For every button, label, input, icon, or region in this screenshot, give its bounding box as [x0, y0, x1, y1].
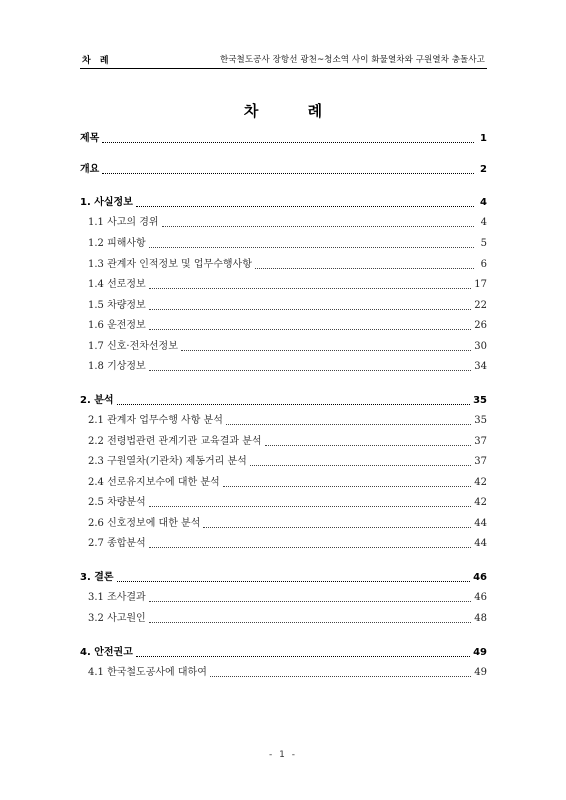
- toc-entry-page: 35: [473, 395, 487, 406]
- toc-entry[interactable]: [88, 338, 487, 354]
- toc-entry[interactable]: [88, 610, 487, 626]
- toc-entry-label: 2.2 전령법관련 관계기관 교육결과 분석: [88, 436, 262, 447]
- toc-entry-label: 1. 사실정보: [80, 197, 133, 208]
- toc-entry-label: 제목: [80, 133, 100, 144]
- dot-leader: [162, 226, 474, 227]
- dot-leader: [210, 676, 471, 677]
- toc-entry[interactable]: [88, 664, 487, 680]
- toc-entry[interactable]: [88, 515, 487, 531]
- dot-leader: [203, 527, 471, 528]
- page-header: [80, 50, 487, 69]
- toc-entry-label: 2. 분석: [80, 395, 114, 406]
- toc-entry-page: 44: [474, 518, 487, 529]
- toc-entry-label: 1.8 기상정보: [88, 361, 146, 372]
- toc-entry-label: 2.3 구원열차(기관차) 제동거리 분석: [88, 456, 247, 467]
- dot-leader: [149, 506, 472, 507]
- toc-entry-page: 4: [480, 217, 487, 228]
- toc-entry[interactable]: [88, 433, 487, 449]
- dot-leader: [117, 581, 471, 582]
- toc-entry[interactable]: [80, 569, 487, 585]
- toc-entry-label: 1.6 운전정보: [88, 320, 146, 331]
- toc-entry-label: 1.1 사고의 경위: [88, 217, 159, 228]
- toc-entry[interactable]: [88, 412, 487, 428]
- toc-entry-label: 1.5 차량정보: [88, 300, 146, 311]
- dot-leader: [149, 370, 472, 371]
- toc-entry-page: 49: [474, 667, 487, 678]
- page-number: - 1 -: [269, 750, 297, 760]
- dot-leader: [250, 465, 471, 466]
- toc-entry-label: 1.7 신호·전차선정보: [88, 341, 178, 352]
- toc-entry-page: 6: [480, 259, 487, 270]
- toc-entry[interactable]: [80, 130, 487, 146]
- dot-leader: [255, 268, 474, 269]
- dot-leader: [102, 173, 474, 174]
- toc-entry-label: 2.4 선로유지보수에 대한 분석: [88, 477, 220, 488]
- toc-entry-page: 2: [480, 164, 487, 175]
- toc-entry-label: 1.2 피해사항: [88, 238, 146, 249]
- dot-leader: [149, 601, 472, 602]
- dot-leader: [223, 486, 472, 487]
- dot-leader: [149, 309, 472, 310]
- toc-entry-label: 2.7 종합분석: [88, 538, 146, 549]
- dot-leader: [149, 622, 472, 623]
- toc-entry[interactable]: [80, 644, 487, 660]
- toc-entry-label: 3.1 조사결과: [88, 592, 146, 603]
- toc-entry-page: 42: [474, 497, 487, 508]
- toc-entry-page: 46: [473, 572, 487, 583]
- toc-entry-page: 42: [474, 477, 487, 488]
- dot-leader: [149, 547, 472, 548]
- toc-entry-page: 1: [480, 133, 487, 144]
- toc-entry-label: 3.2 사고원인: [88, 613, 146, 624]
- header-section-title: 차 례: [82, 56, 112, 66]
- toc-entry-page: 4: [480, 197, 487, 208]
- toc-entry-label: 1.3 관계자 인적정보 및 업무수행사항: [88, 259, 252, 270]
- toc-entry-page: 26: [474, 320, 487, 331]
- toc-entry-page: 46: [474, 592, 487, 603]
- toc-entry[interactable]: [88, 453, 487, 469]
- toc-entry-page: 35: [474, 415, 487, 426]
- toc-entry-page: 37: [474, 436, 487, 447]
- toc-entry-page: 48: [474, 613, 487, 624]
- toc-entry-label: 4. 안전권고: [80, 647, 133, 658]
- toc-entry-label: 개요: [80, 164, 100, 175]
- toc-entry[interactable]: [88, 535, 487, 551]
- toc-entry[interactable]: [88, 317, 487, 333]
- dot-leader: [149, 247, 474, 248]
- toc-entry-page: 37: [474, 456, 487, 467]
- toc-entry[interactable]: [88, 256, 487, 272]
- toc-entry[interactable]: [88, 276, 487, 292]
- toc-entry[interactable]: [88, 235, 487, 251]
- dot-leader: [149, 329, 472, 330]
- dot-leader: [226, 424, 471, 425]
- toc-entry[interactable]: [80, 161, 487, 177]
- toc-entry[interactable]: [88, 589, 487, 605]
- toc-entry-page: 5: [480, 238, 487, 249]
- dot-leader: [117, 404, 471, 405]
- toc-entry-label: 2.6 신호정보에 대한 분석: [88, 518, 201, 529]
- header-document-title: 한국철도공사 장항선 광천~청소역 사이 화물열차와 구원열차 충돌사고: [219, 55, 485, 65]
- dot-leader: [102, 142, 474, 143]
- dot-leader: [136, 206, 474, 207]
- dot-leader: [149, 288, 472, 289]
- toc-entry-page: 44: [474, 538, 487, 549]
- toc-entry[interactable]: [80, 194, 487, 210]
- toc-entry[interactable]: [88, 297, 487, 313]
- toc-entry-label: 1.4 선로정보: [88, 279, 146, 290]
- toc-entry-label: 3. 결론: [80, 572, 114, 583]
- toc-entry[interactable]: [80, 392, 487, 408]
- dot-leader: [136, 656, 470, 657]
- toc-title: 차 례: [243, 102, 345, 120]
- toc-entry-label: 2.1 관계자 업무수행 사항 분석: [88, 415, 223, 426]
- toc-entry[interactable]: [88, 214, 487, 230]
- dot-leader: [265, 445, 472, 446]
- toc-entry-page: 30: [474, 341, 487, 352]
- toc-entry-page: 22: [474, 300, 487, 311]
- toc-entry-page: 34: [474, 361, 487, 372]
- toc-entry[interactable]: [88, 494, 487, 510]
- toc-entry[interactable]: [88, 474, 487, 490]
- toc-entry-page: 49: [473, 647, 487, 658]
- toc-entry-label: 4.1 한국철도공사에 대하여: [88, 667, 207, 678]
- dot-leader: [181, 350, 471, 351]
- toc-entry[interactable]: [88, 358, 487, 374]
- toc-entry-label: 2.5 차량분석: [88, 497, 146, 508]
- toc-entry-page: 17: [474, 279, 487, 290]
